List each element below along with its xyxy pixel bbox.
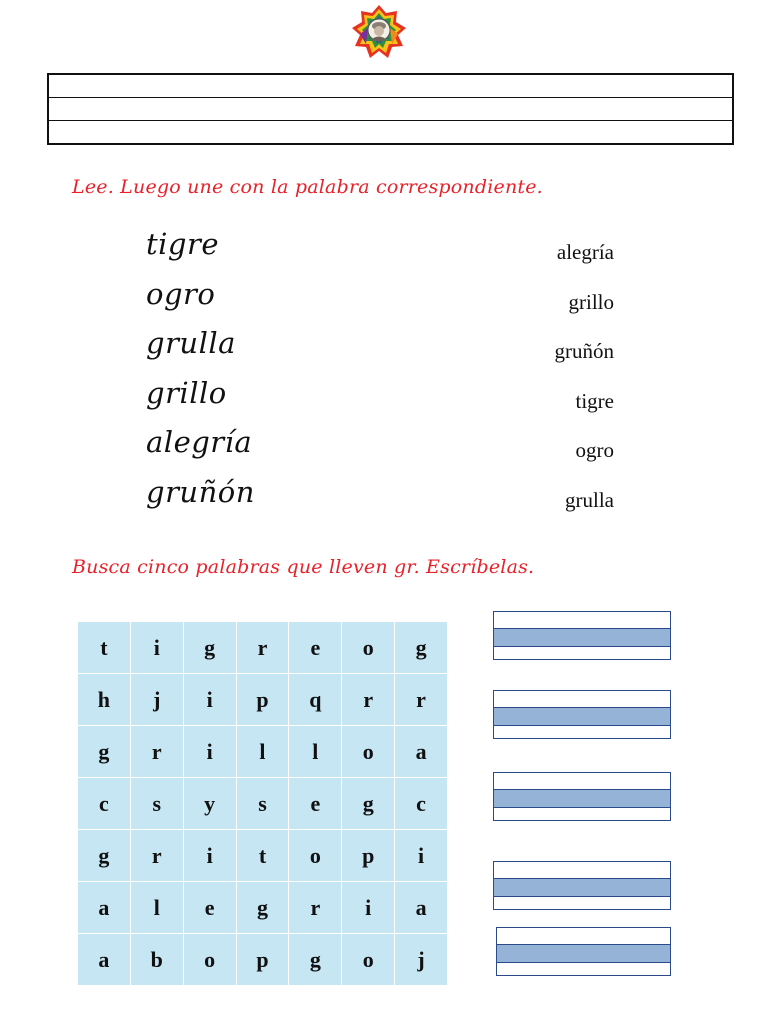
grid-cell: a (395, 882, 448, 934)
grid-cell: l (130, 882, 183, 934)
print-word: gruñón (554, 339, 614, 363)
grid-cell: l (289, 726, 342, 778)
script-word: grulla (146, 326, 236, 360)
grid-cell: c (395, 778, 448, 830)
grid-cell: t (236, 830, 289, 882)
grid-row (78, 622, 448, 674)
grid-cell: y (183, 778, 236, 830)
writing-guide-band (494, 789, 670, 808)
print-word: tigre (575, 389, 614, 413)
print-word: ogro (575, 438, 614, 462)
grid-row (78, 778, 448, 830)
writing-guide-band (494, 628, 670, 647)
grid-cell: b (130, 934, 183, 986)
grid-cell: g (236, 882, 289, 934)
script-word: ogro (146, 277, 216, 311)
grid-cell: o (342, 934, 395, 986)
grid-cell: o (342, 622, 395, 674)
answer-writing-box[interactable] (493, 611, 671, 660)
grid-row (78, 830, 448, 882)
grid-cell: s (236, 778, 289, 830)
grid-cell: e (289, 622, 342, 674)
grid-cell: t (78, 622, 131, 674)
grid-cell: j (395, 934, 448, 986)
script-word: grillo (146, 376, 227, 410)
answer-writing-box[interactable] (496, 927, 671, 976)
script-word: alegría (146, 425, 253, 459)
grid-cell: a (78, 934, 131, 986)
grid-cell: e (183, 882, 236, 934)
grid-cell: g (78, 830, 131, 882)
grid-cell: a (78, 882, 131, 934)
grid-cell: p (236, 934, 289, 986)
grid-cell: r (342, 674, 395, 726)
grid-cell: g (78, 726, 131, 778)
writing-guide-band (497, 944, 670, 963)
instruction-match: Lee. Luego une con la palabra correspondiente. (72, 176, 543, 198)
writing-guide-band (494, 707, 670, 726)
school-emblem-icon (350, 4, 408, 60)
instruction-word-search: Busca cinco palabras que lleven gr. Escríbelas. (72, 556, 535, 578)
answer-writing-box[interactable] (493, 772, 671, 821)
grid-cell: o (342, 726, 395, 778)
grid-cell: g (395, 622, 448, 674)
script-word: gruñón (146, 475, 255, 509)
grid-cell: g (289, 934, 342, 986)
grid-cell: r (289, 882, 342, 934)
grid-row (78, 674, 448, 726)
grid-cell: r (395, 674, 448, 726)
grid-cell: c (78, 778, 131, 830)
grid-cell: h (78, 674, 131, 726)
grid-cell: r (130, 830, 183, 882)
print-word: grillo (568, 290, 614, 314)
grid-cell: i (183, 726, 236, 778)
grid-cell: i (395, 830, 448, 882)
grid-row (78, 726, 448, 778)
grid-cell: i (183, 674, 236, 726)
header-info-box (47, 73, 734, 145)
answer-writing-box[interactable] (493, 861, 671, 910)
print-word: grulla (565, 488, 614, 512)
grid-cell: i (130, 622, 183, 674)
grid-row (78, 934, 448, 986)
grid-cell: o (289, 830, 342, 882)
answer-writing-box[interactable] (493, 690, 671, 739)
grid-cell: l (236, 726, 289, 778)
grid-cell: g (183, 622, 236, 674)
grid-cell: j (130, 674, 183, 726)
grid-cell: p (342, 830, 395, 882)
grid-cell: q (289, 674, 342, 726)
word-search-grid (77, 621, 448, 986)
grid-cell: r (236, 622, 289, 674)
grid-cell: e (289, 778, 342, 830)
grid-cell: s (130, 778, 183, 830)
grid-cell: o (183, 934, 236, 986)
header-divider (49, 120, 732, 121)
grid-cell: i (183, 830, 236, 882)
grid-cell: i (342, 882, 395, 934)
header-divider (49, 97, 732, 98)
grid-cell: a (395, 726, 448, 778)
script-word: tigre (146, 227, 220, 261)
grid-cell: p (236, 674, 289, 726)
grid-cell: g (342, 778, 395, 830)
print-word: alegría (556, 240, 614, 264)
writing-guide-band (494, 878, 670, 897)
grid-row (78, 882, 448, 934)
grid-cell: r (130, 726, 183, 778)
